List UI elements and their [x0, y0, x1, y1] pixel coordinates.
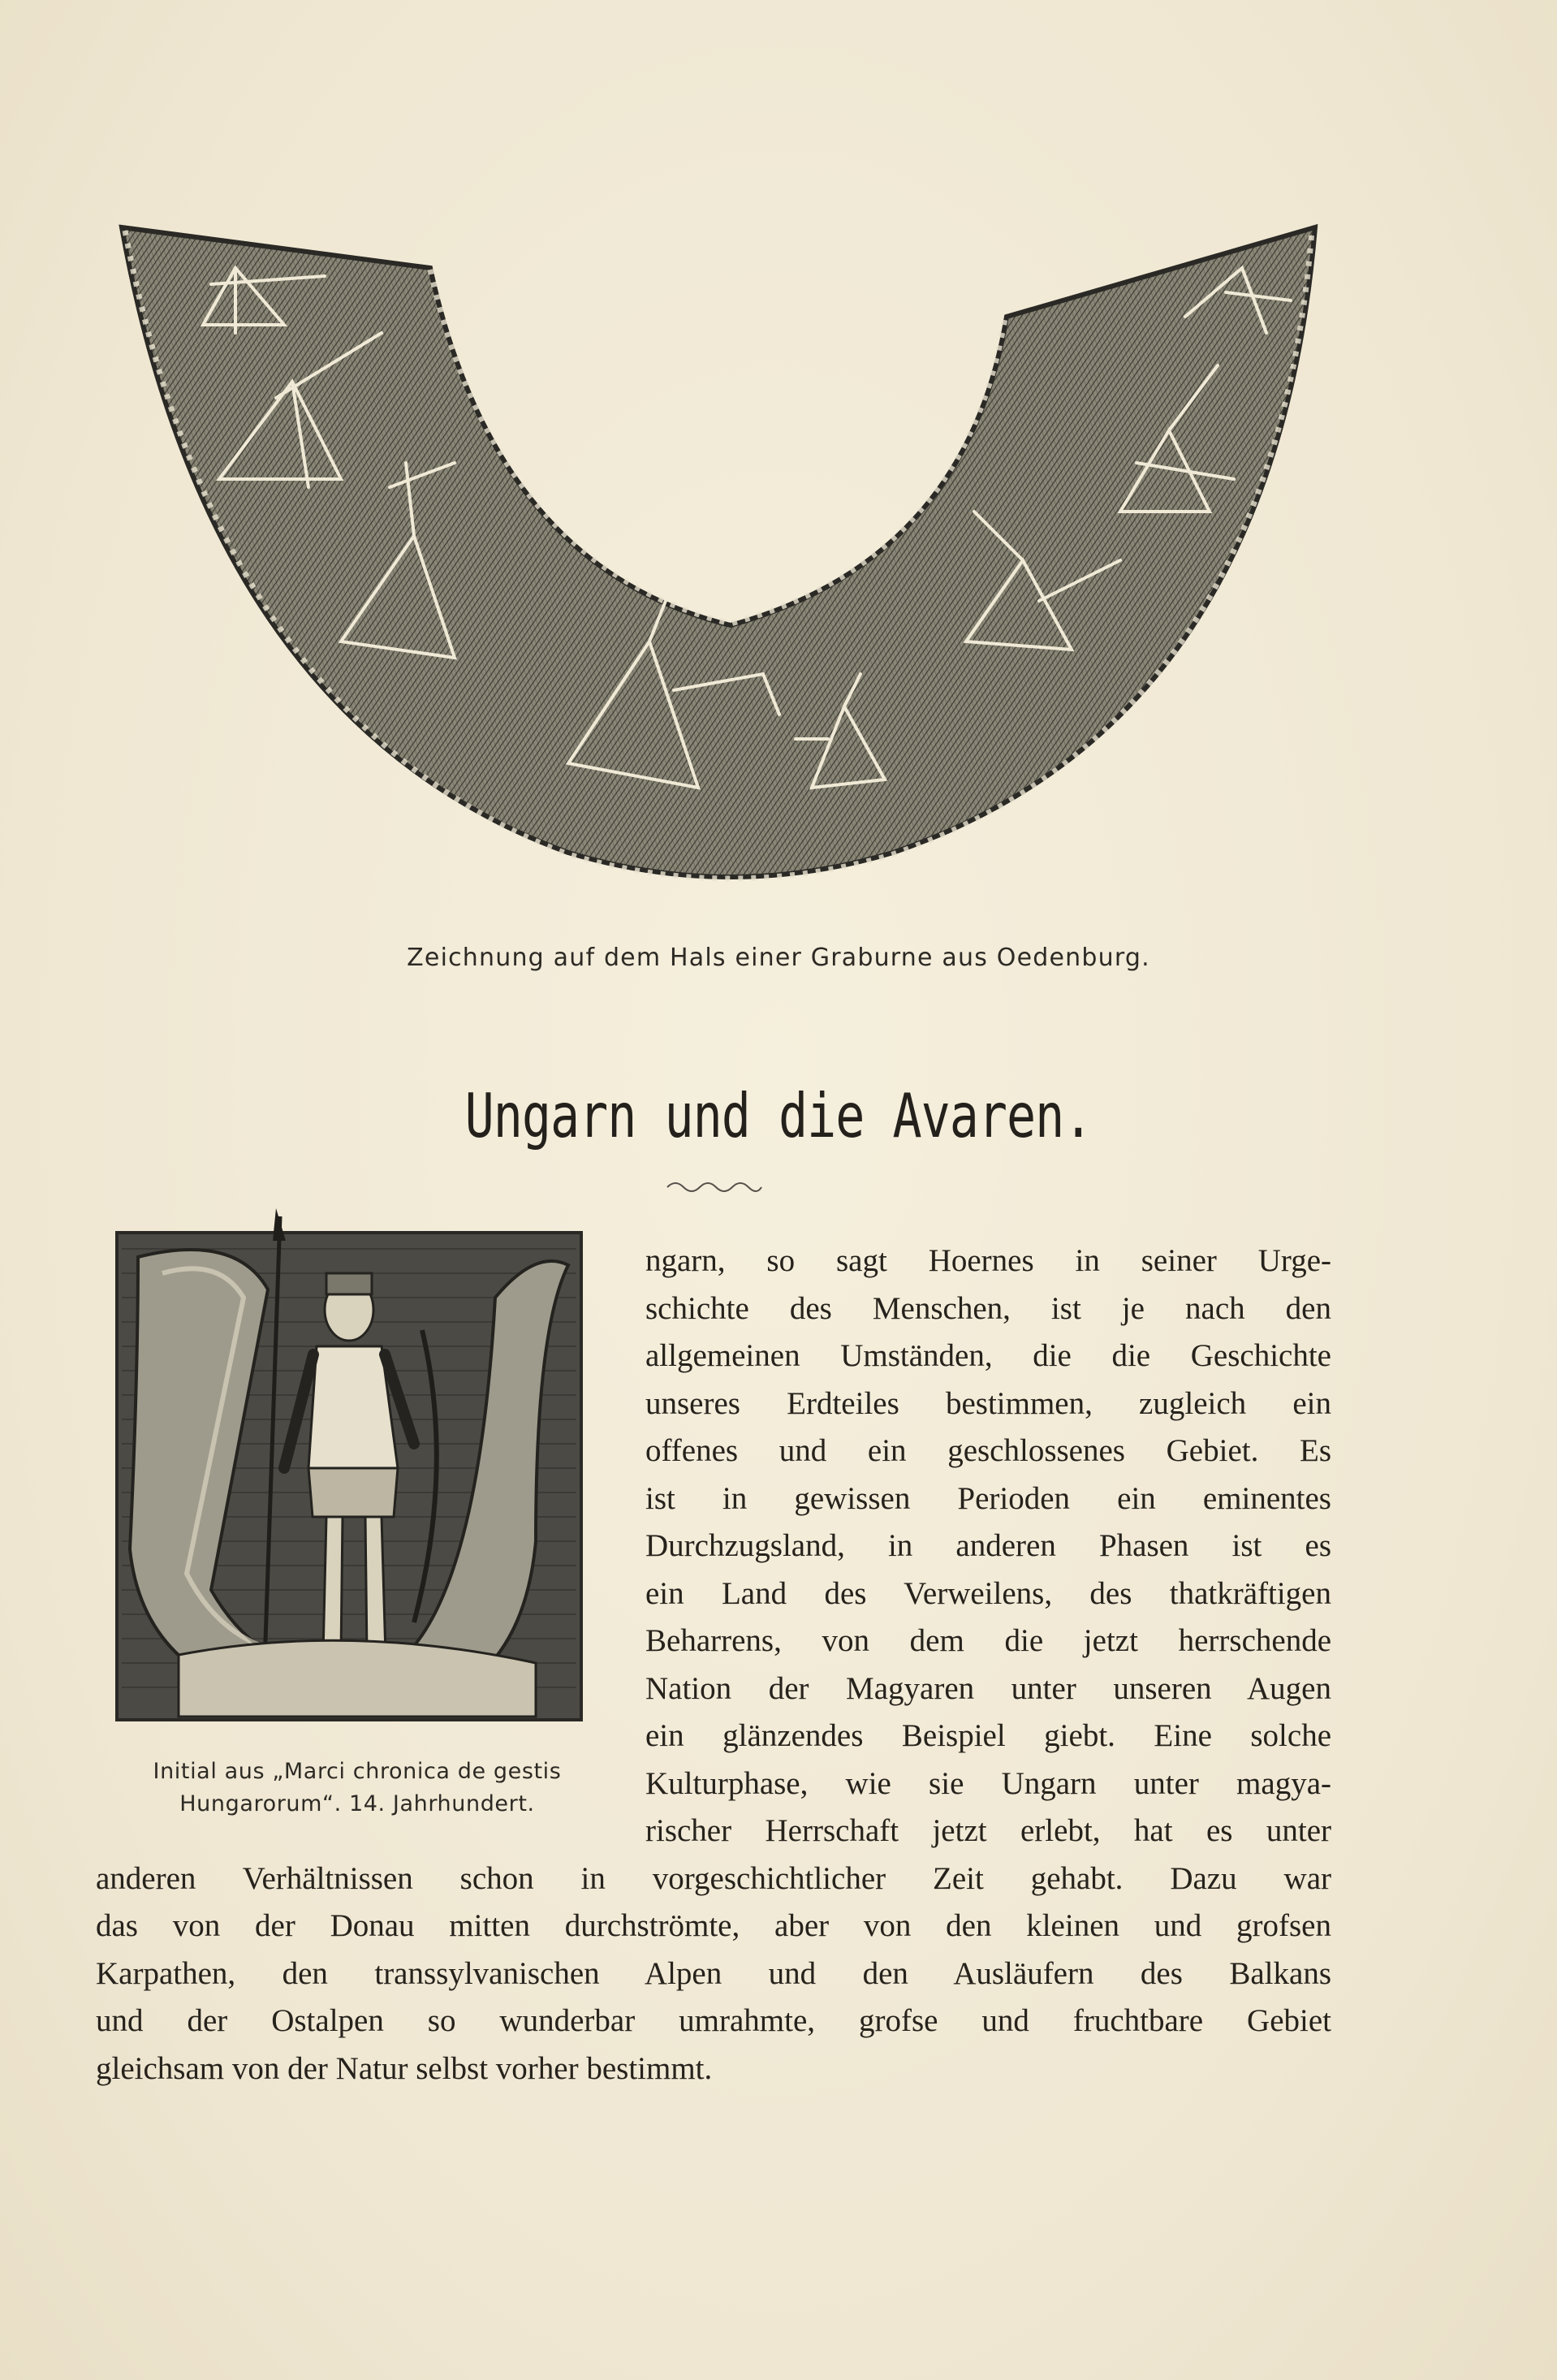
- body-line: Nation der Magyaren unter unseren Augen: [645, 1671, 1331, 1706]
- body-line: allgemeinen Umständen, die die Geschichte: [645, 1338, 1331, 1373]
- body-line: das von der Donau mitten durchströmte, aber von den kleinen und grofsen: [96, 1908, 1331, 1943]
- initial-caption-line-1: Initial aus „Marci chronica de gestis: [153, 1759, 562, 1784]
- figure-caption: Zeichnung auf dem Hals einer Graburne aus Oedenburg.: [407, 944, 1150, 972]
- title-ornament: [666, 1179, 763, 1195]
- body-line: und der Ostalpen so wunderbar umrahmte, grofse und fruchtbare Gebiet: [96, 2003, 1331, 2038]
- chapter-title: Ungarn und die Avaren.: [464, 1081, 1093, 1152]
- decorated-initial-u: [114, 1200, 584, 1728]
- body-line: ein glänzendes Beispiel giebt. Eine solche: [645, 1718, 1331, 1753]
- body-line: rischer Herrschaft jetzt erlebt, hat es unter: [645, 1813, 1331, 1848]
- body-line-last: gleichsam von der Natur selbst vorher bestimmt.: [96, 2051, 713, 2086]
- body-line: Durchzugsland, in anderen Phasen ist es: [645, 1528, 1331, 1563]
- body-line: ein Land des Verweilens, des thatkräftigen: [645, 1576, 1331, 1611]
- body-line: Beharrens, von dem die jetzt herrschende: [645, 1623, 1331, 1658]
- urn-neck-engraving: [114, 219, 1331, 918]
- body-line: ngarn, so sagt Hoernes in seiner Urge-: [645, 1243, 1331, 1278]
- body-line: Kulturphase, wie sie Ungarn unter magya-: [645, 1766, 1331, 1801]
- body-line: anderen Verhältnissen schon in vorgeschichtlicher Zeit gehabt. Dazu war: [96, 1861, 1331, 1896]
- body-line: Karpathen, den transsylvanischen Alpen und den Ausläufern des Balkans: [96, 1956, 1331, 1991]
- body-line: schichte des Menschen, ist je nach den: [645, 1291, 1331, 1326]
- initial-caption: [89, 1756, 625, 1821]
- body-line: unseres Erdteiles bestimmen, zugleich ein: [645, 1386, 1331, 1421]
- body-line: offenes und ein geschlossenes Gebiet. Es: [645, 1433, 1331, 1468]
- body-line: ist in gewissen Perioden ein eminentes: [645, 1481, 1331, 1516]
- initial-caption-line-2: Hungarorum“. 14. Jahrhundert.: [179, 1791, 535, 1816]
